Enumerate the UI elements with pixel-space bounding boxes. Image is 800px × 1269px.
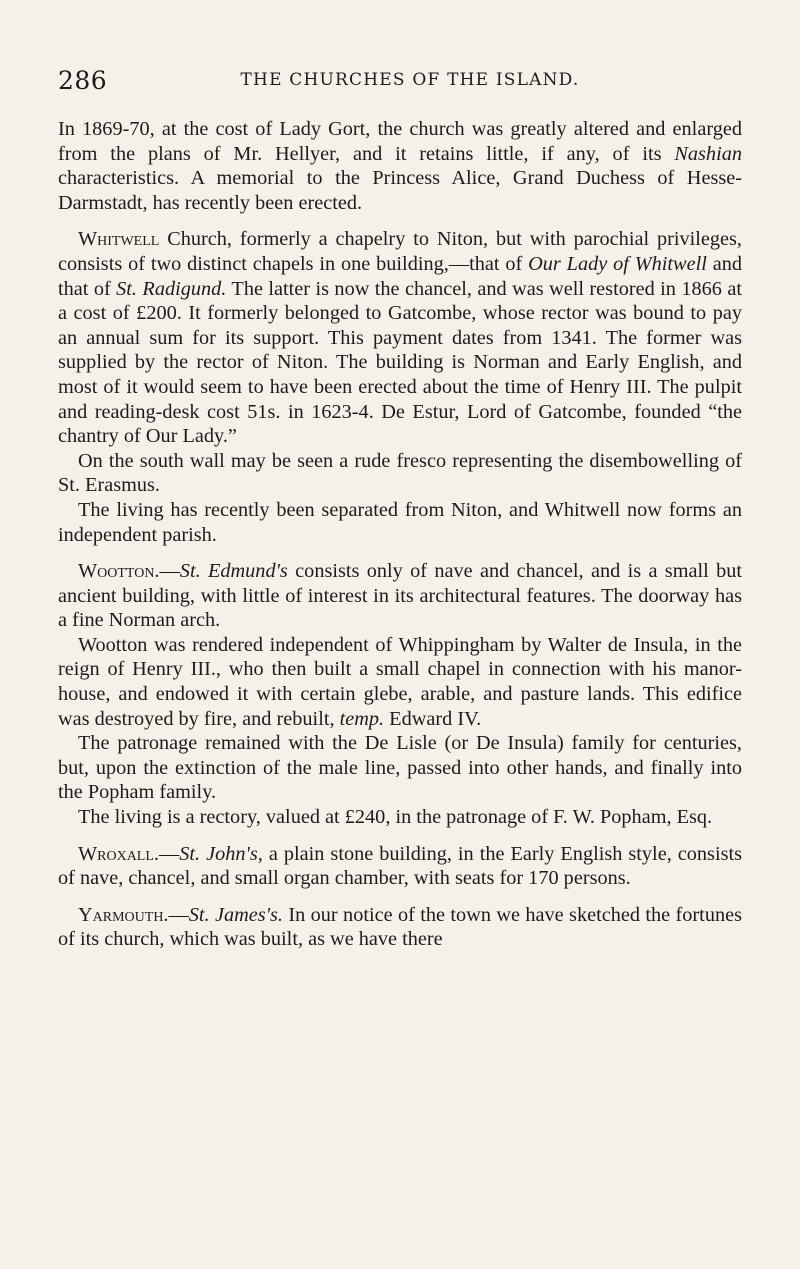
paragraph [58, 227, 742, 448]
text-run: The living is a rectory, valued at £240, in the patronage of F. W. Popham, Esq. [78, 806, 713, 829]
text-run: The latter is now the chancel, and was well restored in 1866 at a cost of £200. It formerly belonged to Gatcombe, whose rector was bound to pay an annual sum for its support. This payment dates from 1341. The former was supplied by the rector of Niton. The building is Norman and Early English, and most of it would seem to have been erected about the time of Henry III. The pulpit and reading-desk cost 51s. in 1623-4. De Estur, Lord of Gatcombe, founded “the chantry of Our Lady.” [58, 277, 742, 448]
text-run: a plain stone building, in the Early English style, consists of nave, chancel, and small organ chamber, with seats for 170 persons. [58, 842, 743, 890]
italic-text: St. John's, [179, 842, 263, 865]
text-run: consists only of nave and chancel, and is a small but ancient building, with little of interest in its architectural features. The doorway has a fine Norman arch. [58, 560, 743, 632]
paragraph [58, 805, 742, 830]
place-name: Wootton. [78, 560, 160, 583]
text-run: On the south wall may be seen a rude fresco representing the disembowelling of St. Erasmus. [58, 449, 742, 497]
body-text [58, 117, 742, 952]
page-header [58, 66, 742, 96]
italic-text: St. Radigund. [116, 277, 227, 300]
text-run: The patronage remained with the De Lisle (or De Insula) family for centuries, but, upon the extinction of the male line, passed into other hands, and finally into the Popham family. [58, 732, 742, 804]
place-name: Wroxall. [78, 842, 159, 865]
italic-text: St. James's. [188, 903, 283, 926]
text-run: — [159, 842, 180, 865]
text-run: In 1869-70, at the cost of Lady Gort, the church was greatly altered and enlarged from the plans of Mr. Hellyer, and it retains little, if any, of its [58, 118, 742, 165]
paragraph [58, 498, 742, 547]
page-number: 286 [58, 66, 108, 95]
paragraph [58, 117, 742, 215]
text-run: — [168, 903, 189, 926]
italic-text: St. Edmund's [179, 560, 288, 583]
text-run: and that of [58, 252, 742, 300]
paragraph [58, 731, 742, 805]
paragraph [58, 449, 742, 498]
italic-text: temp. [339, 707, 385, 730]
paragraph [58, 842, 742, 891]
text-run: In our notice of the town we have sketched the fortunes of its church, which was built, as we have there [58, 903, 742, 951]
text-run: characteristics. A memorial to the Princess Alice, Grand Duchess of Hesse-Darmstadt, has recently been erected. [58, 167, 742, 214]
place-name: Whitwell [78, 228, 160, 251]
text-run: The living has recently been separated from Niton, and Whitwell now forms an independent parish. [58, 498, 742, 546]
paragraph [58, 903, 742, 952]
place-name: Yarmouth. [78, 903, 169, 926]
italic-text: Nashian [674, 142, 742, 165]
running-title: THE CHURCHES OF THE ISLAND. [240, 70, 580, 90]
paragraph [58, 633, 742, 731]
italic-text: Our Lady of Whitwell [528, 252, 707, 275]
text-run: Church, formerly a chapelry to Niton, but with parochial privileges, consists of two distinct chapels in one building,—that of [58, 228, 742, 275]
text-run: Wootton was rendered independent of Whippingham by Walter de Insula, in the reign of Henry III., who then built a small chapel in connection with his manor-house, and endowed it with certain glebe, arable, and pasture lands. This edifice was destroyed by fire, and rebuilt, [58, 633, 742, 730]
text-run: Edward IV. [384, 707, 482, 730]
paragraph [58, 559, 742, 633]
text-run: — [159, 560, 180, 583]
